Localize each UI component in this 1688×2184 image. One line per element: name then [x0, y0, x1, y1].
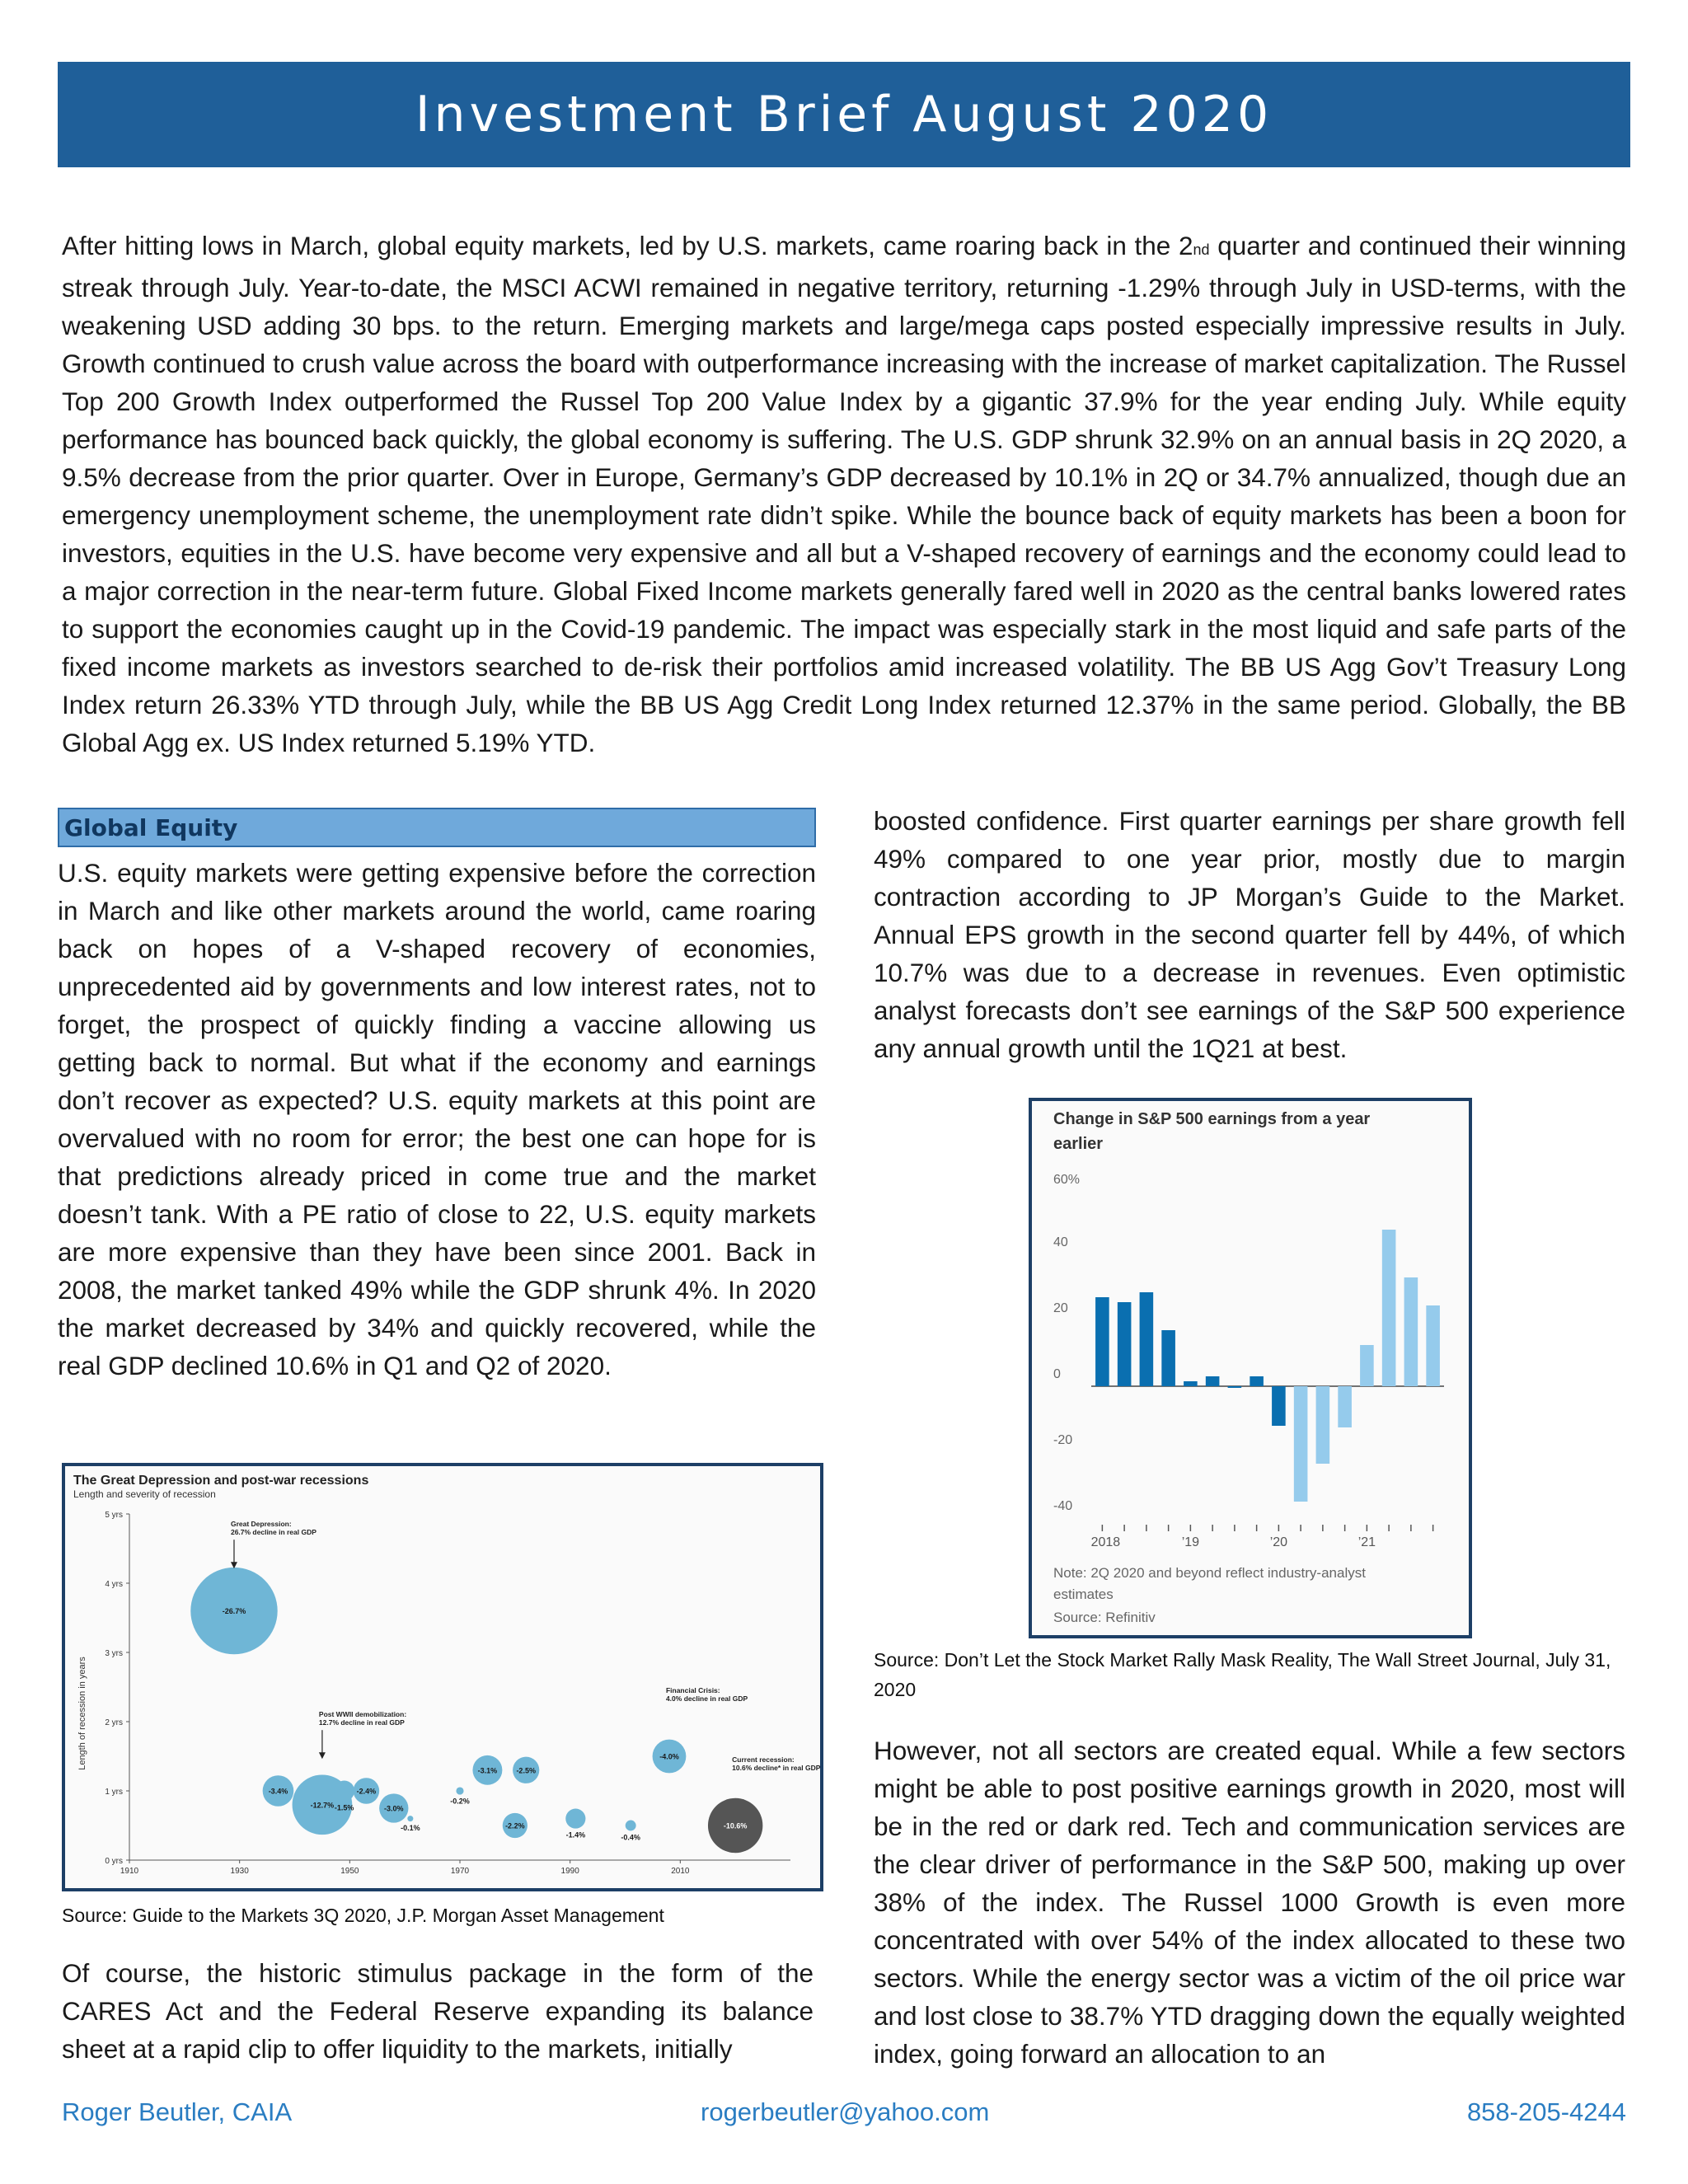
- bubble-point-label: -1.4%: [565, 1830, 586, 1840]
- bubble-point-label: -2.5%: [516, 1766, 536, 1775]
- bar-mark: [1338, 1386, 1352, 1427]
- bar-mark: [1184, 1381, 1198, 1386]
- bar-x-tick-label: 2018: [1090, 1535, 1121, 1549]
- bubble-y-tick-label: 4 yrs: [105, 1580, 123, 1589]
- bubble-annotation-detail: 4.0% decline in real GDP: [665, 1694, 748, 1703]
- bar-mark: [1140, 1292, 1154, 1386]
- bar-mark: [1161, 1330, 1175, 1386]
- bubble-annotation-detail: 26.7% decline in real GDP: [230, 1528, 316, 1537]
- bar-mark: [1118, 1302, 1132, 1386]
- bar-chart-title-1: Change in S&P 500 earnings from a year: [1053, 1110, 1371, 1128]
- bubble-y-tick-label: 5 yrs: [105, 1511, 123, 1520]
- bar-chart-title-2: earlier: [1053, 1135, 1104, 1153]
- bubble-annotation-title: Current recession:: [732, 1755, 795, 1764]
- bubble-point-label: -4.0%: [659, 1752, 679, 1761]
- bar-x-tick-label: ’19: [1181, 1535, 1200, 1549]
- bubble-point-label: -3.0%: [384, 1804, 404, 1813]
- right-paragraph-1: boosted confidence. First quarter earnings per share growth fell 49% compared to one year prior, mostly due to margin contraction according to JP Morgan’s Guide to the Market. Annual EPS growth in the second quarter fell by 44%, of which 10.7% was due to a decrease in revenues. Even optimistic analyst forecasts don’t see earnings of the S&P 500 experience any annual growth until the 1Q21 at best.: [874, 806, 1625, 1063]
- bar-mark: [1360, 1345, 1374, 1386]
- bubble-point: [334, 1781, 354, 1802]
- recession-bubble-chart: [62, 1463, 823, 1891]
- bubble-y-tick-label: 3 yrs: [105, 1649, 123, 1658]
- bubble-point: [565, 1809, 585, 1829]
- bubble-chart-svg: [65, 1466, 820, 1888]
- bar-chart-svg: [1032, 1101, 1469, 1635]
- intro-paragraph: [62, 227, 1626, 762]
- left-paragraph-1: U.S. equity markets were getting expensive before the correction in March and like other markets around the world, came roaring back on hopes of a V-shaped recovery of economies, unprecedented aid by governments and low interest rates, not to forget, the prospect of quickly finding a vaccine allowing us getting back to normal. But what if the economy and earnings don’t recover as expected? U.S. equity markets at this point are overvalued with no room for error; the best one can hope for is that predictions already priced in come true and the market doesn’t tank. With a PE ratio of close to 22, U.S. equity markets are more expensive than they have been since 2001. Back in 2008, the market tanked 49% while the GDP shrunk 4%. In 2020 the market decreased by 34% and quickly recovered, while the real GDP declined 10.6% in Q1 and Q2 of 2020.: [58, 858, 816, 1380]
- bar-x-tick-label: ’20: [1269, 1535, 1288, 1549]
- bubble-point-label: -2.4%: [356, 1787, 377, 1796]
- bar-chart-note-2: estimates: [1053, 1586, 1114, 1602]
- intro-text-2: quarter and continued their winning streak through July. Year-to-date, the MSCI ACWI remained in negative territory, returning -1.29% through July in USD-terms, with the weakening USD adding 30 bps. to the return. Emerging markets and large/mega caps posted especially impressive results in July. Growth continued to crush value across the board with outperformance increasing with the increase of market capitalization. The Russel Top 200 Growth Index outperformed the Russel Top 200 Value Index by a gigantic 37.9% for the year ending July. While equity performance has bounced back quickly, the global economy is suffering. The U.S. GDP shrunk 32.9% on an annual basis in 2Q 2020, a 9.5% decrease from the prior quarter. Over in Europe, Germany’s GDP decreased by 10.1% in 2Q or 34.7% annualized, though due an emergency unemployment scheme, the unemployment rate didn’t spike. While the bounce back of equity markets has been a boon for investors, equities in the U.S. have become very expensive and all but a V-shaped recovery of earnings and the economy could lead to a major correction in the near-term future. Global Fixed Income markets generally fared well in 2020 as the central banks lowered rates to support the economies caught up in the Covid-19 pandemic. The impact was especially stark in the most liquid and safe parts of the fixed income markets as investors searched to de-risk their portfolios amid increased volatility. The BB US Agg Gov’t Treasury Long Index return 26.33% YTD through July, while the BB US Agg Credit Long Index returned 12.37% in the same period. Globally, the BB Global Agg ex. US Index returned 5.19% YTD.: [62, 230, 1626, 757]
- bar-mark: [1294, 1386, 1308, 1502]
- bubble-y-tick-label: 2 yrs: [105, 1718, 123, 1727]
- bubble-y-tick-label: 1 yrs: [105, 1788, 123, 1797]
- footer-name: Roger Beutler, CAIA: [62, 2097, 293, 2126]
- bar-mark: [1426, 1305, 1440, 1386]
- page-title: Investment Brief August 2020: [415, 86, 1273, 143]
- bar-y-tick-label: -40: [1053, 1499, 1073, 1513]
- section-header-global-equity: [58, 808, 816, 847]
- bar-mark: [1228, 1386, 1242, 1388]
- bubble-chart-title: The Great Depression and post-war recessions: [73, 1474, 369, 1488]
- bar-y-tick-label: 20: [1053, 1301, 1068, 1315]
- right-figure-caption: Source: Don’t Let the Stock Market Rally Mask Reality, The Wall Street Journal, July 31, 2020: [874, 1649, 1611, 1700]
- bubble-annotation-detail: 12.7% decline in real GDP: [318, 1718, 405, 1727]
- bubble-point-label: -26.7%: [222, 1607, 246, 1616]
- bar-mark: [1404, 1277, 1418, 1386]
- bar-x-tick-label: ’21: [1357, 1535, 1376, 1549]
- bubble-point-label: -3.4%: [268, 1787, 288, 1796]
- bubble-chart-subtitle: Length and severity of recession: [73, 1488, 216, 1500]
- intro-text-1: After hitting lows in March, global equity markets, led by U.S. markets, came roaring back in the 2: [62, 230, 1193, 260]
- bar-y-tick-label: 40: [1053, 1235, 1068, 1249]
- left-figure-caption: Source: Guide to the Markets 3Q 2020, J.P. Morgan Asset Management: [62, 1905, 664, 1926]
- intro-sup: nd: [1193, 241, 1210, 258]
- footer-phone[interactable]: 858-205-4244: [1466, 2097, 1626, 2126]
- bar-mark: [1316, 1386, 1330, 1464]
- bubble-point: [456, 1787, 463, 1794]
- sp500-earnings-chart: [1029, 1098, 1472, 1638]
- bar-mark: [1272, 1386, 1286, 1426]
- bubble-point-label: -3.1%: [477, 1766, 498, 1775]
- bubble-x-tick-label: 1910: [120, 1867, 139, 1876]
- footer-email-link[interactable]: rogerbeutler@yahoo.com: [701, 2097, 990, 2126]
- bubble-chart-ylabel: Length of recession in years: [77, 1657, 87, 1770]
- bubble-point-label: -1.5%: [334, 1803, 354, 1812]
- bubble-annotation-title: Financial Crisis:: [665, 1685, 720, 1694]
- bubble-x-tick-label: 1970: [450, 1867, 470, 1876]
- bubble-x-tick-label: 1990: [560, 1867, 579, 1876]
- bubble-x-tick-label: 1930: [230, 1867, 249, 1876]
- bubble-annotation-detail: 10.6% decline* in real GDP: [732, 1763, 820, 1772]
- bar-mark: [1206, 1376, 1220, 1386]
- bubble-point-label: -0.4%: [621, 1833, 640, 1842]
- bar-y-tick-label: -20: [1053, 1433, 1073, 1447]
- bar-chart-source: Source: Refinitiv: [1053, 1610, 1156, 1625]
- bar-chart-note-1: Note: 2Q 2020 and beyond reflect industry-analyst: [1053, 1565, 1366, 1581]
- bubble-point-label: -0.2%: [450, 1797, 470, 1806]
- bubble-point-label: -10.6%: [723, 1821, 748, 1830]
- right-paragraph-2: However, not all sectors are created equal. While a few sectors might be able to post positive earnings growth in 2020, most will be in the red or dark red. Tech and communication services are the clear driver of performance in the S&P 500, making up over 38% of the index. The Russel 1000 Growth is even more concentrated with over 54% of the index allocated to these two sectors. While the energy sector was a victim of the oil price war and lost close to 38.7% YTD dragging down the equally weighted index, going forward an allocation to an: [874, 1736, 1625, 2069]
- section-title: Global Equity: [64, 813, 238, 841]
- bar-y-tick-label: 60%: [1053, 1173, 1081, 1187]
- bubble-point: [407, 1816, 413, 1821]
- bubble-annotation-arrowhead: [319, 1752, 326, 1759]
- bubble-point-label: -12.7%: [310, 1801, 335, 1810]
- bubble-annotation-title: Great Depression:: [230, 1520, 292, 1529]
- bubble-point: [626, 1821, 636, 1831]
- bubble-point-label: -2.2%: [505, 1821, 525, 1830]
- right-column: [874, 802, 1625, 1067]
- left-column: [58, 808, 816, 1385]
- bar-mark: [1095, 1297, 1109, 1386]
- left-paragraph-2: Of course, the historic stimulus package in the form of the CARES Act and the Federal Reserve expanding its balance sheet at a rapid clip to offer liquidity to the markets, initially: [62, 1958, 814, 2064]
- bubble-x-tick-label: 1950: [340, 1867, 359, 1876]
- bar-mark: [1250, 1376, 1264, 1386]
- bubble-annotation-title: Post WWII demobilization:: [318, 1710, 407, 1719]
- header-banner: [58, 62, 1630, 167]
- bar-y-tick-label: 0: [1053, 1367, 1061, 1381]
- bubble-y-tick-label: 0 yrs: [105, 1857, 123, 1866]
- bar-mark: [1382, 1230, 1396, 1386]
- footer: [62, 2097, 1626, 2139]
- bubble-point-label: -0.1%: [401, 1824, 420, 1833]
- bubble-x-tick-label: 2010: [671, 1867, 690, 1876]
